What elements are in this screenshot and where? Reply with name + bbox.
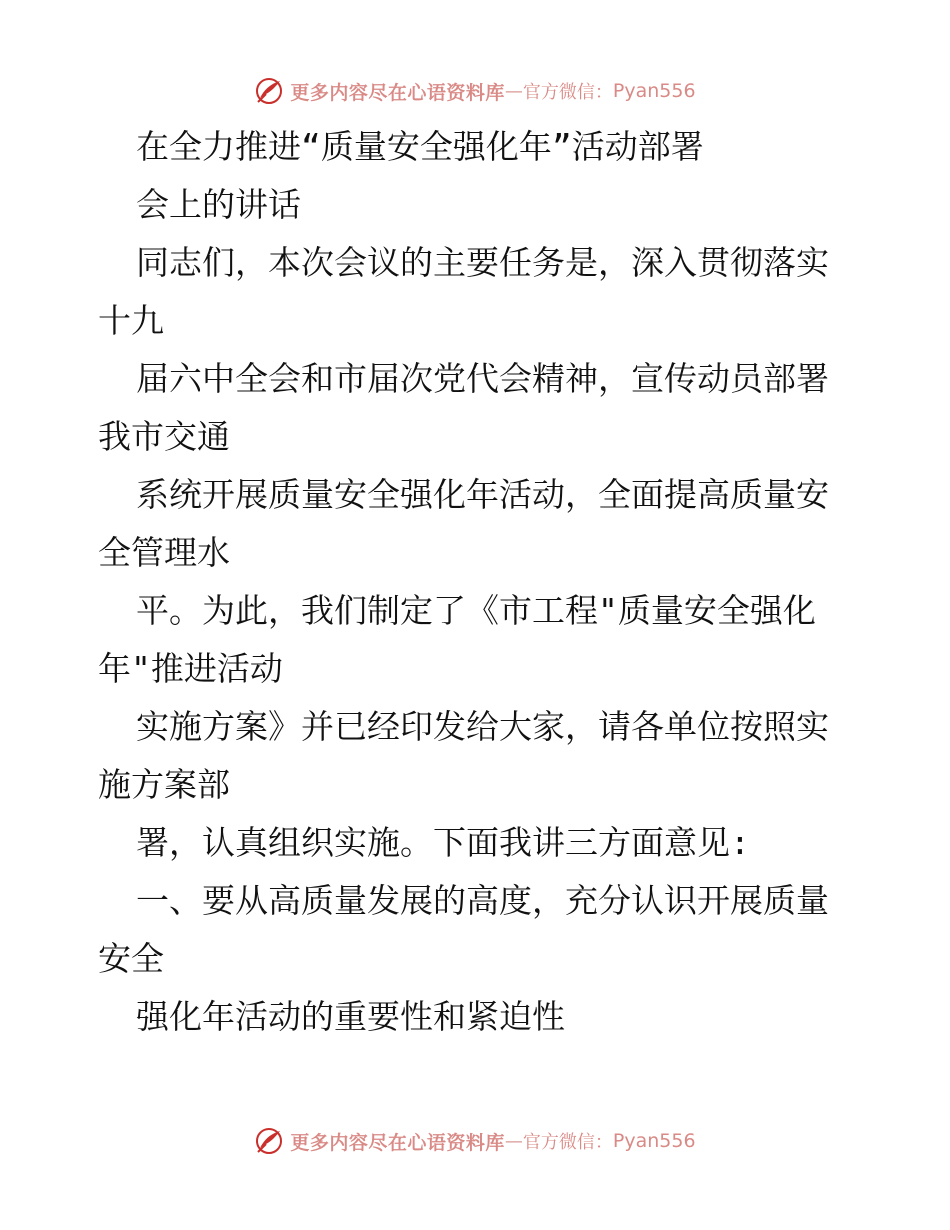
section-heading-line: 安全 [98,939,164,978]
watermark-wechat-label: 官方微信： [522,1132,613,1153]
section-heading-line: 一、要从高质量发展的高度，充分认识开展质量 [136,881,829,920]
paragraph-line: 平。为此，我们制定了《市工程"质量安全强化 [136,591,816,630]
document-title-line-2: 会上的讲话 [136,185,301,224]
feather-logo-icon [254,76,284,106]
watermark-dash: — [504,1130,523,1152]
watermark-banner-top [0,71,950,111]
paragraph-line: 系统开展质量安全强化年活动，全面提高质量安 [136,475,829,514]
watermark-banner-bottom [0,1121,950,1161]
watermark-wechat-id: Pyan556 [612,1130,696,1152]
watermark-brand-text: 更多内容尽在心语资料库 [290,81,505,104]
watermark-brand-text: 更多内容尽在心语资料库 [290,1131,505,1154]
paragraph-line: 届六中全会和市届次党代会精神，宣传动员部署 [136,359,829,398]
paragraph-line: 实施方案》并已经印发给大家，请各单位按照实 [136,707,829,746]
feather-logo-icon [254,1126,284,1156]
paragraph-line: 我市交通 [98,417,230,456]
paragraph-line: 同志们，本次会议的主要任务是，深入贯彻落实 [136,243,829,282]
paragraph-line: 全管理水 [98,533,230,572]
watermark-dash: — [504,80,523,102]
watermark-wechat-id: Pyan556 [612,80,696,102]
watermark-wechat-label: 官方微信： [522,82,613,103]
section-heading-line: 强化年活动的重要性和紧迫性 [136,997,565,1036]
paragraph-line: 施方案部 [98,765,230,804]
paragraph-line: 署，认真组织实施。下面我讲三方面意见: [136,823,750,862]
paragraph-line: 十九 [98,301,164,340]
paragraph-line: 年"推进活动 [98,649,283,688]
document-title-line-1: 在全力推进“质量安全强化年”活动部署 [136,127,704,166]
